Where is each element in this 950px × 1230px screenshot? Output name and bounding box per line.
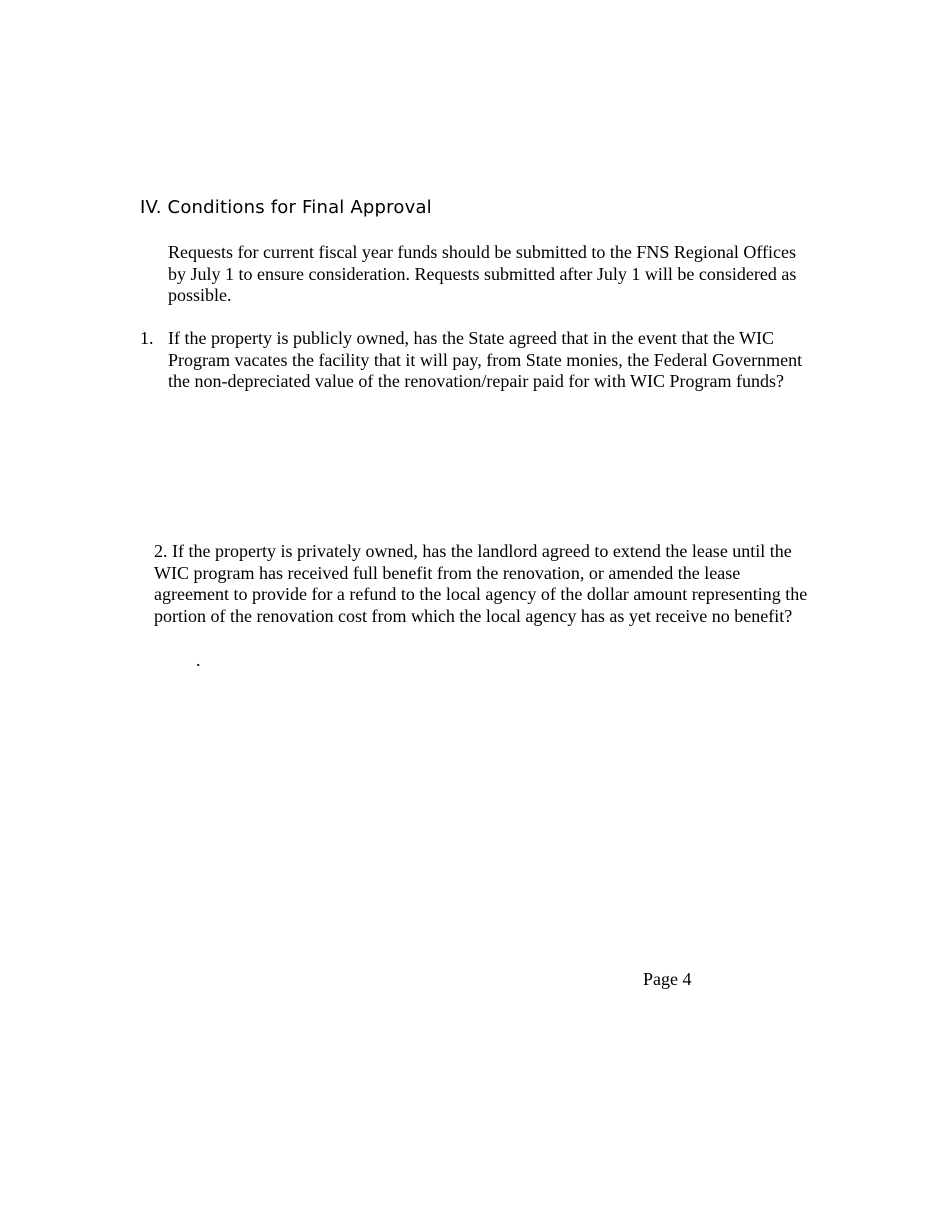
- list-item-number: 1.: [140, 328, 154, 348]
- stray-period: .: [196, 650, 201, 670]
- section-heading: IV. Conditions for Final Approval: [140, 197, 432, 218]
- list-item-2: 2. If the property is privately owned, has the landlord agreed to extend the lease until the WIC program has received full benefit from the renovation, or amended the lease agreement to provide for a refund to the local agency of the dollar amount representing the portion of the renovation cost from which the local agency has as yet receive no benefit?: [154, 541, 808, 626]
- list-item-text: If the property is publicly owned, has the State agreed that in the event that the WIC Program vacates the facility that it will pay, from State monies, the Federal Government the non-depreciated value of the renovation/repair paid for with WIC Program funds?: [168, 328, 803, 391]
- intro-paragraph: Requests for current fiscal year funds should be submitted to the FNS Regional Offices by July 1 to ensure consideration. Requests submitted after July 1 will be considered as possible.: [168, 242, 797, 305]
- page-number: Page 4: [643, 969, 692, 989]
